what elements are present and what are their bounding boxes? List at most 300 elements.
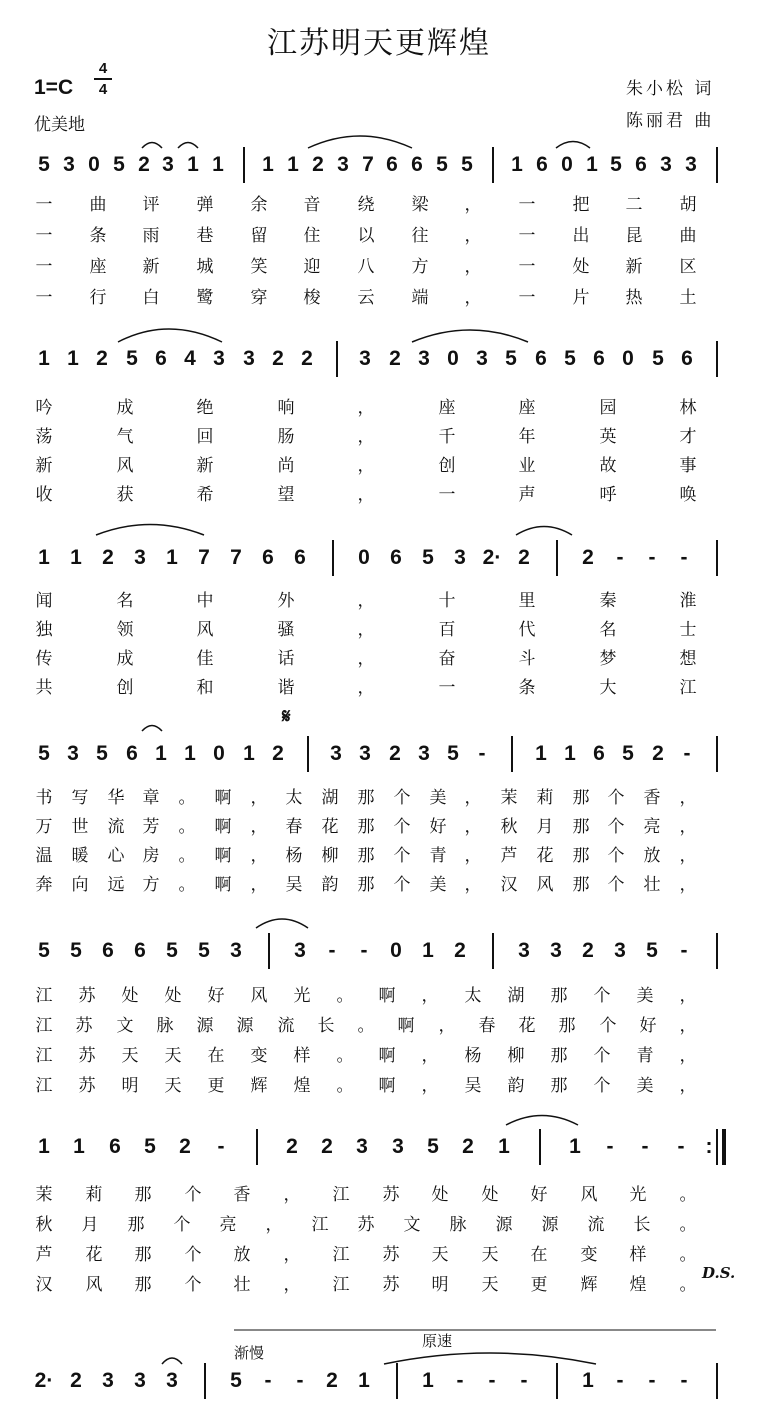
note: 5	[652, 347, 664, 370]
lyric-char: 留	[250, 226, 268, 246]
lyric-char: 住	[303, 226, 321, 246]
lyric-char: 温	[35, 846, 53, 866]
lyric-char: 茉	[35, 1185, 53, 1205]
note: 3	[614, 939, 626, 962]
lyric-char: 吴	[285, 875, 303, 895]
note: 3	[418, 347, 430, 370]
note: 7	[198, 546, 210, 569]
lyric-char: ，	[357, 591, 375, 611]
lyric-char: ，	[464, 226, 482, 246]
lyric-char: 一	[35, 195, 53, 215]
lyric-char: 在	[207, 1046, 225, 1066]
note: 1	[287, 153, 299, 176]
lyric-char: 想	[679, 649, 697, 669]
lyric-char: 个	[184, 1245, 202, 1265]
note: 1	[155, 742, 167, 765]
note: 1	[422, 939, 434, 962]
note: 6	[386, 153, 398, 176]
lyric-char: 春	[478, 1016, 496, 1036]
lyric-char: 源	[541, 1215, 559, 1235]
lyric-char: 方	[142, 875, 160, 895]
lyric-char: 文	[403, 1215, 421, 1235]
lyric-char: 风	[250, 986, 268, 1006]
lyric-char: 希	[196, 485, 214, 505]
lyric-char: 传	[35, 649, 53, 669]
lyric-char: 区	[679, 257, 697, 277]
lyric-char: 个	[607, 875, 625, 895]
note: 2	[652, 742, 664, 765]
lyric-char: 好	[530, 1185, 548, 1205]
lyric-char: ，	[464, 195, 482, 215]
note-dash: -	[680, 546, 688, 569]
lyric-char: 绕	[357, 195, 375, 215]
lyric-char: 斗	[518, 649, 536, 669]
lyric-char: 华	[107, 788, 125, 808]
note: 1	[262, 153, 274, 176]
lyric-char: 那	[550, 986, 568, 1006]
note-dash: -	[648, 546, 656, 569]
lyric-char: 出	[572, 226, 590, 246]
lyric-char: 唤	[679, 485, 697, 505]
note-dash: -	[478, 742, 486, 765]
lyric-char: ，	[283, 1185, 301, 1205]
note-dash: -	[677, 1135, 685, 1158]
lyric-char: 暖	[71, 846, 89, 866]
time-signature-bottom: 4	[98, 81, 108, 98]
lyric-char: 土	[679, 288, 697, 308]
lyric-char: 那	[572, 788, 590, 808]
note: 5	[646, 939, 658, 962]
lyric-char: 个	[393, 846, 411, 866]
lyric-char: 秋	[35, 1215, 53, 1235]
lyric-char: 明	[121, 1076, 139, 1096]
lyric-char: 。	[679, 1275, 697, 1295]
lyric-char: 。	[679, 1245, 697, 1265]
lyric-char: 太	[464, 986, 482, 1006]
lyric-char: 啊	[214, 875, 232, 895]
lyric-char: 莉	[85, 1185, 103, 1205]
rest: 0	[88, 153, 100, 176]
lyric-char: 独	[35, 620, 53, 640]
lyric-char: 一	[518, 257, 536, 277]
lyric-char: ，	[357, 678, 375, 698]
lyric-char: ，	[464, 288, 482, 308]
lyric-char: 啊	[397, 1016, 415, 1036]
lyric-char: 新	[142, 257, 160, 277]
lyric-char: 外	[277, 591, 295, 611]
lyric-char: 青	[429, 846, 447, 866]
lyric-char: 放	[233, 1245, 251, 1265]
lyric-char: 春	[285, 817, 303, 837]
note: 2	[138, 153, 150, 176]
lyric-char: 梁	[411, 195, 429, 215]
lyric-char: ，	[438, 1016, 456, 1036]
note: 3	[476, 347, 488, 370]
note-dash: -	[683, 742, 691, 765]
lyric-char: 迎	[303, 257, 321, 277]
lyric-char: 那	[357, 875, 375, 895]
lyric-char: 年	[518, 427, 536, 447]
note: 6	[262, 546, 274, 569]
lyric-char: 。	[679, 1185, 697, 1205]
lyric-char: 啊	[378, 1046, 396, 1066]
lyric-char: 辉	[580, 1275, 598, 1295]
lyric-char: 以	[357, 226, 375, 246]
lyric-char: ，	[464, 257, 482, 277]
lyric-char: 一	[35, 288, 53, 308]
note-dash: -	[217, 1135, 225, 1158]
note: 1	[358, 1369, 370, 1392]
lyric-char: ，	[250, 875, 268, 895]
note: 1	[166, 546, 178, 569]
lyric-char: 条	[89, 226, 107, 246]
lyric-char: 响	[277, 398, 295, 418]
lyric-char: 文	[116, 1016, 134, 1036]
note: 2	[272, 347, 284, 370]
note: 5	[126, 347, 138, 370]
lyric-char: ，	[250, 788, 268, 808]
note: 3	[67, 742, 79, 765]
note: 1	[569, 1135, 581, 1158]
lyric-char: 柳	[321, 846, 339, 866]
lyric-char: 江	[311, 1215, 329, 1235]
note: 1	[73, 1135, 85, 1158]
lyric-char: 源	[196, 1016, 214, 1036]
lyric-char: 。	[336, 1046, 354, 1066]
lyric-char: 那	[558, 1016, 576, 1036]
lyric-char: 啊	[378, 986, 396, 1006]
lyric-char: 肠	[277, 427, 295, 447]
lyric-char: 个	[184, 1185, 202, 1205]
lyric-char: 那	[550, 1046, 568, 1066]
lyric-char: 处	[121, 986, 139, 1006]
note: 5	[38, 153, 50, 176]
lyric-char: 弹	[196, 195, 214, 215]
lyric-char: 那	[357, 846, 375, 866]
note: 2	[389, 347, 401, 370]
lyric-char: 苏	[78, 1076, 96, 1096]
lyric-char: ，	[357, 456, 375, 476]
lyric-char: 。	[178, 817, 196, 837]
note: 2·	[482, 546, 502, 569]
note: 1	[422, 1369, 434, 1392]
lyric-char: ，	[357, 620, 375, 640]
lyric-char: ，	[250, 846, 268, 866]
lyric-char: 获	[116, 485, 134, 505]
rest: 0	[358, 546, 370, 569]
note: 6	[593, 742, 605, 765]
note: 3	[685, 153, 697, 176]
note: 3	[294, 939, 306, 962]
lyric-char: 千	[438, 427, 456, 447]
lyric-char: 那	[572, 817, 590, 837]
rest: 0	[390, 939, 402, 962]
song-title: 江苏明天更辉煌	[267, 26, 491, 61]
lyric-char: 杨	[285, 846, 303, 866]
lyric-char: 。	[178, 875, 196, 895]
lyric-char: ，	[679, 1046, 697, 1066]
lyric-char: 英	[599, 427, 617, 447]
rest: 0	[561, 153, 573, 176]
note: 3	[166, 1369, 178, 1392]
lyric-char: 百	[438, 620, 456, 640]
note: 1	[535, 742, 547, 765]
lyric-char: 啊	[214, 846, 232, 866]
lyric-char: 一	[518, 288, 536, 308]
lyric-char: 啊	[378, 1076, 396, 1096]
lyric-char: 样	[629, 1245, 647, 1265]
lyric-char: 风	[580, 1185, 598, 1205]
lyric-char: 谐	[277, 678, 295, 698]
lyric-char: 穿	[250, 288, 268, 308]
lyric-char: 风	[536, 875, 554, 895]
note: 5	[427, 1135, 439, 1158]
lyric-char: 韵	[321, 875, 339, 895]
lyric-char: 房	[142, 846, 160, 866]
note: 2	[286, 1135, 298, 1158]
lyric-char: 端	[411, 288, 429, 308]
composer-credit: 陈丽君 曲	[626, 111, 715, 131]
lyric-char: 林	[679, 398, 697, 418]
note-dash: -	[264, 1369, 272, 1392]
lyric-char: 天	[481, 1275, 499, 1295]
lyric-char: 太	[285, 788, 303, 808]
lyric-char: 湖	[321, 788, 339, 808]
lyric-char: 写	[71, 788, 89, 808]
lyric-char: 个	[607, 846, 625, 866]
note: 5	[461, 153, 473, 176]
note-dash: -	[488, 1369, 496, 1392]
note: 5	[70, 939, 82, 962]
lyric-char: 笑	[250, 257, 268, 277]
lyric-char: 十	[438, 591, 456, 611]
lyric-char: ，	[265, 1215, 283, 1235]
lyric-char: 淮	[679, 591, 697, 611]
lyric-char: 把	[572, 195, 590, 215]
lyric-char: 煌	[629, 1275, 647, 1295]
lyric-char: 那	[127, 1215, 145, 1235]
note: 5	[610, 153, 622, 176]
lyric-char: 条	[518, 678, 536, 698]
lyric-char: 处	[164, 986, 182, 1006]
lyric-char: 壮	[643, 875, 661, 895]
lyric-char: 那	[134, 1245, 152, 1265]
gradual-slow-marking: 渐慢	[234, 1344, 265, 1362]
lyric-char: 个	[593, 1046, 611, 1066]
lyric-char: 新	[196, 456, 214, 476]
note: 2	[454, 939, 466, 962]
lyric-char: 秦	[599, 591, 617, 611]
lyric-char: 柳	[507, 1046, 525, 1066]
lyric-char: 苏	[382, 1245, 400, 1265]
lyric-char: 芦	[500, 846, 518, 866]
lyric-char: 园	[599, 398, 617, 418]
note: 1	[511, 153, 523, 176]
note: 2	[102, 546, 114, 569]
lyric-char: ，	[464, 817, 482, 837]
lyric-char: 八	[357, 257, 375, 277]
note: 5	[198, 939, 210, 962]
lyric-char: 一	[438, 678, 456, 698]
lyric-char: 月	[81, 1215, 99, 1235]
lyric-char: 处	[431, 1185, 449, 1205]
note: 6	[102, 939, 114, 962]
note: 3	[356, 1135, 368, 1158]
note: 2	[321, 1135, 333, 1158]
lyric-char: 士	[679, 620, 697, 640]
lyric-char: 脉	[449, 1215, 467, 1235]
lyric-char: ，	[679, 986, 697, 1006]
lyric-char: 秋	[500, 817, 518, 837]
note: 2	[389, 742, 401, 765]
note: 2	[582, 546, 594, 569]
note: 1	[38, 546, 50, 569]
lyric-char: 韵	[507, 1076, 525, 1096]
lyric-char: 风	[196, 620, 214, 640]
lyric-char: 那	[357, 788, 375, 808]
lyric-char: 江	[332, 1185, 350, 1205]
lyric-char: 明	[431, 1275, 449, 1295]
lyric-char: 远	[107, 875, 125, 895]
lyric-char: ，	[679, 875, 697, 895]
lyric-char: 二	[625, 195, 643, 215]
note: 2	[312, 153, 324, 176]
lyric-char: 处	[572, 257, 590, 277]
note: 1	[498, 1135, 510, 1158]
lyric-char: 大	[599, 678, 617, 698]
lyric-char: 。	[178, 788, 196, 808]
lyric-char: 呼	[599, 485, 617, 505]
original-tempo-marking: 原速	[422, 1332, 453, 1350]
lyric-char: ，	[357, 427, 375, 447]
lyric-char: 万	[35, 817, 53, 837]
lyric-char: 昆	[625, 226, 643, 246]
lyric-char: 煌	[293, 1076, 311, 1096]
note: 5	[505, 347, 517, 370]
lyric-char: 那	[134, 1275, 152, 1295]
note: 6	[126, 742, 138, 765]
lyric-char: 荡	[35, 427, 53, 447]
lyric-char: 座	[518, 398, 536, 418]
note: 2	[326, 1369, 338, 1392]
lyric-char: ，	[464, 846, 482, 866]
lyric-char: ，	[250, 817, 268, 837]
lyric-char: 曲	[89, 195, 107, 215]
lyric-char: 闻	[35, 591, 53, 611]
note: 5	[96, 742, 108, 765]
lyric-char: 个	[593, 1076, 611, 1096]
note: 6	[294, 546, 306, 569]
lyric-char: 梦	[599, 649, 617, 669]
note-dash: -	[520, 1369, 528, 1392]
lyric-char: ，	[421, 1076, 439, 1096]
lyric-char: 行	[89, 288, 107, 308]
note: 1	[212, 153, 224, 176]
lyric-char: 座	[89, 257, 107, 277]
note: 6	[681, 347, 693, 370]
lyric-char: 里	[518, 591, 536, 611]
lyric-char: 江	[35, 1016, 53, 1036]
lyric-char: 骚	[277, 620, 295, 640]
lyric-char: 花	[536, 846, 554, 866]
lyric-char: 变	[580, 1245, 598, 1265]
lyric-char: 和	[196, 678, 214, 698]
lyric-char: 一	[518, 226, 536, 246]
note: 3	[359, 347, 371, 370]
lyric-char: 江	[35, 1076, 53, 1096]
note: 5	[447, 742, 459, 765]
note-dash: -	[456, 1369, 464, 1392]
note: 3	[63, 153, 75, 176]
lyric-char: 往	[411, 226, 429, 246]
lyric-char: 那	[572, 875, 590, 895]
lyric-char: 更	[530, 1275, 548, 1295]
note: 4	[184, 347, 196, 370]
lyric-char: 好	[207, 986, 225, 1006]
lyric-char: 梭	[303, 288, 321, 308]
lyric-char: 事	[679, 456, 697, 476]
lyric-char: 向	[71, 875, 89, 895]
lyric-char: 奋	[438, 649, 456, 669]
lyric-char: 热	[625, 288, 643, 308]
lyric-char: 收	[35, 485, 53, 505]
lyric-char: 巷	[196, 226, 214, 246]
note-dash: -	[680, 1369, 688, 1392]
lyric-char: 吴	[464, 1076, 482, 1096]
note: 1	[243, 742, 255, 765]
lyric-char: 长	[317, 1016, 335, 1036]
lyric-char: 江	[332, 1245, 350, 1265]
lyric-char: 个	[184, 1275, 202, 1295]
lyric-char: 评	[142, 195, 160, 215]
lyric-char: 。	[336, 986, 354, 1006]
note: 3	[337, 153, 349, 176]
lyric-char: 云	[357, 288, 375, 308]
note: 3	[550, 939, 562, 962]
note: 5	[230, 1369, 242, 1392]
lyric-char: 壮	[233, 1275, 251, 1295]
note: 1	[70, 546, 82, 569]
lyric-char: 成	[116, 398, 134, 418]
lyric-char: 天	[481, 1245, 499, 1265]
lyric-char: 美	[429, 875, 447, 895]
lyric-char: ，	[679, 846, 697, 866]
lyric-char: 脉	[156, 1016, 174, 1036]
lyric-char: 世	[71, 817, 89, 837]
lyric-char: 中	[196, 591, 214, 611]
lyric-char: 雨	[142, 226, 160, 246]
lyric-char: ，	[679, 1076, 697, 1096]
note: 2	[70, 1369, 82, 1392]
rest: 0	[213, 742, 225, 765]
lyric-char: 那	[357, 817, 375, 837]
lyric-char: 苏	[75, 1016, 93, 1036]
note: 1	[38, 347, 50, 370]
lyric-char: 个	[607, 817, 625, 837]
lyric-char: 那	[572, 846, 590, 866]
lyric-char: 苏	[78, 986, 96, 1006]
lyric-char: 天	[164, 1046, 182, 1066]
lyric-char: ，	[421, 1046, 439, 1066]
lyric-char: 汉	[500, 875, 518, 895]
lyric-char: 光	[629, 1185, 647, 1205]
lyric-char: 江	[332, 1275, 350, 1295]
lyric-char: 风	[116, 456, 134, 476]
lyric-char: 天	[121, 1046, 139, 1066]
lyric-char: 啊	[214, 817, 232, 837]
lyric-char: ，	[357, 485, 375, 505]
lyric-char: 胡	[679, 195, 697, 215]
